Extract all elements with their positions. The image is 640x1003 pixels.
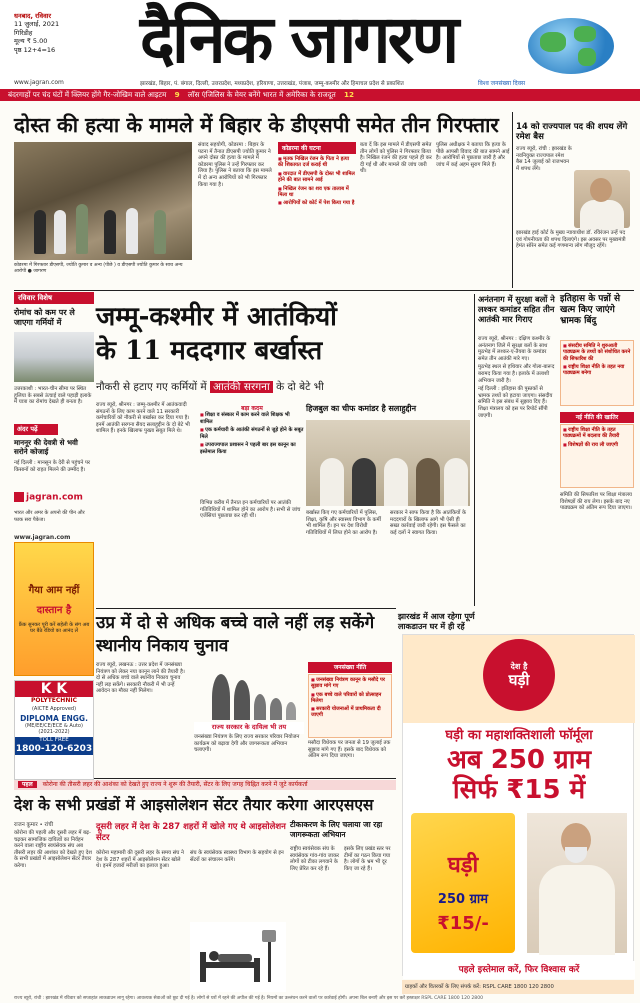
family-graphic bbox=[194, 662, 304, 720]
ghadi-badge bbox=[483, 639, 555, 711]
ghadi-pack-brand: घड़ी bbox=[447, 853, 479, 878]
edition-info bbox=[14, 12, 84, 54]
history-headline[interactable]: इतिहास के पन्नों से खत्म किए जाएंगे भ्रामक बिंदु bbox=[560, 294, 621, 326]
jagran-promo-text: भारत और अमर के अपनो की पीन और फाक सरा पैकेज। bbox=[14, 510, 85, 523]
jk-sub-after: के दो बेटे भी bbox=[276, 381, 324, 393]
ghadi-badge-brand: घड़ी bbox=[508, 671, 530, 689]
rss-headline[interactable]: देश के सभी प्रखंडों में आइसोलेशन सेंटर तैयार करेगा आरएसएस bbox=[14, 795, 374, 814]
footer-note-text: अपना बिल बनाएँ और इस पर करें हस्ताक्षर bbox=[348, 996, 420, 1001]
rss-byline: राजन कुमार • रांची bbox=[14, 822, 54, 828]
ghadi-slogan: पहले इस्तेमाल करें, फिर विश्वास करें bbox=[403, 961, 635, 979]
population-policy-item: ■ एक बच्चे वाले परिवारों को प्रोत्साहन मिलेगा bbox=[311, 692, 389, 705]
new-policy-box bbox=[560, 424, 634, 488]
inside-read-badge: अंदर पढ़ें bbox=[14, 424, 58, 435]
encounter-text-1-copy: राज्य ब्यूरो, श्रीनगर : दक्षिण कश्मीर के अनंतनाग जिले में सुरक्षा बलों के साथ मुठभेड़ में लश्कर-ए-तैयबा के कमांडर समेत तीन आतंकी मारे गए। bbox=[478, 336, 551, 362]
ticker-page-1: 9 bbox=[174, 90, 180, 99]
mountain-photo bbox=[14, 332, 94, 382]
section-divider bbox=[14, 290, 634, 291]
rss-column-5: इसके लिए प्रखंड स्तर पर टीमों का गठन किया गया है। लोगों के भ्रम भी दूर किए जा रहे हैं। bbox=[344, 846, 391, 872]
ad-gaiya-line-1: गैया आम नहीं bbox=[28, 585, 80, 596]
globe-icon bbox=[528, 18, 614, 74]
lead-column-3: बता दें कि इस मामले में डीएसपी समेत तीन लोगों को पुलिस ने गिरफ्तार किया है। निखिल रंजन की हत्या पहले ही कर दी गई थी और मामले की जांच जारी थी। bbox=[360, 142, 432, 175]
jagran-logo-icon bbox=[14, 492, 24, 502]
jharkhand-text-1: राज्य ब्यूरो, रांची : झारखंड में रविवार को सप्ताहांत लाकडाउन लागू रहेगा। आवश्यक सेवाओं को छूट दी गई है। bbox=[14, 996, 196, 1001]
headline-ticker bbox=[0, 89, 640, 101]
hospital-bed-graphic bbox=[190, 922, 286, 992]
rss-subheadline: दूसरी लहर में देश के 287 शहरों में खोले गए थे आइसोलेशन सेंटर bbox=[96, 822, 286, 843]
jk-sub-before: नौकरी से हटाए गए कर्मियों में bbox=[96, 381, 207, 393]
pehal-strip bbox=[14, 780, 396, 790]
inside-story-headline[interactable]: माननूर की देवत्री से भवी सरोने कोजाई bbox=[14, 438, 78, 456]
lead-photo bbox=[14, 142, 192, 260]
rajya-sarkar-title: राज्य सरकार के दायित्व भी तय bbox=[194, 722, 304, 734]
ghadi-line-3: सिर्फ ₹15 में bbox=[452, 775, 586, 805]
kk-diploma: DIPLOMA ENGG. bbox=[20, 714, 88, 723]
jk-sub-highlight: आतंकी सरगना bbox=[210, 381, 273, 393]
new-policy-item: ■ विशेषज्ञों की राय ली जाएगी bbox=[563, 442, 631, 448]
ticker-item-2[interactable]: लॉस एंजिलिस के मेयर बनेंगे भारत में अमेरिका के राजदूत bbox=[187, 90, 336, 99]
rss-column-4: राष्ट्रीय स्वयंसेवक संघ के स्वयंसेवक गांव-गांव जाकर लोगों को टीका लगवाने के लिए प्रेरित कर रहे हैं। bbox=[290, 846, 340, 872]
lead-column-4: पुलिस अधीक्षक ने बताया कि हत्या के पीछे आपसी विवाद की बात सामने आई है। आरोपियों से पूछताछ जारी है और जांच में कई अहम सुराग मिले हैं। bbox=[436, 142, 510, 168]
edition-city: धनबाद, रविवार bbox=[14, 12, 52, 20]
history-info-item: ■ राष्ट्रीय शिक्षा नीति के तहत नया पाठ्यक्रम बनेगा bbox=[563, 364, 631, 377]
jk-headline[interactable] bbox=[96, 300, 472, 368]
population-policy-badge: जनसंख्या नीति bbox=[308, 662, 392, 673]
history-column-2: समिति की सिफारिश पर शिक्षा मंत्रालय विशेषज्ञों की राय लेगा। इसके बाद नए पाठ्यक्रम को अंतिम रूप दिया जाएगा। bbox=[560, 492, 632, 512]
up-headline[interactable]: उप्र में दो से अधिक बच्चे वाले नहीं लड़ सकेंगे स्थानीय निकाय चुनाव bbox=[96, 613, 375, 656]
polytechnic-advertisement[interactable] bbox=[14, 680, 94, 780]
vaccination-subheadline: टीकाकरण के लिए चलाया जा रहा जागरूकता अभियान bbox=[290, 820, 383, 839]
kk-sub: POLYTECHNIC bbox=[30, 697, 77, 704]
ghadi-line-2: अब 250 ग्राम bbox=[446, 745, 592, 775]
jk-headline-line-1: जम्मू-कश्मीर में आतंकियों bbox=[96, 302, 337, 332]
jk-headline-line-2: के 11 मददगार बर्खास्त bbox=[96, 336, 323, 366]
population-policy-item: ■ सरकारी योजनाओं में प्राथमिकता दी जाएगी bbox=[311, 706, 389, 719]
footer-note bbox=[14, 995, 484, 1003]
edition-place: गिरिडीह bbox=[14, 28, 33, 37]
population-policy-item: ■ जनसंख्या नियंत्रण कानून के मसौदे पर सुझाव मांगे गए bbox=[311, 677, 389, 690]
lead-info-item: ■ आरोपियों को कोर्ट में पेश किया गया है bbox=[278, 200, 356, 206]
lead-info-item: ■ निखिल रंजन का शव एक तालाब में मिला था bbox=[278, 186, 356, 199]
jk-subheadline bbox=[96, 380, 472, 394]
population-policy-box bbox=[308, 674, 392, 738]
ghadi-badge-top: देश है bbox=[510, 662, 528, 671]
sunday-special-badge: रविवार विशेष bbox=[14, 292, 94, 304]
kk-branches: (ME/EE/CE/ECE & Auto) bbox=[25, 723, 83, 729]
new-policy-item: ■ राष्ट्रीय शिक्षा नीति के तहत पाठ्यक्रमों में बदलाव की तैयारी bbox=[563, 427, 631, 440]
bada-kadam-item: ■ उपराज्यपाल प्रशासन ने पहली बार इस कानून का इस्तेमाल किया bbox=[200, 442, 304, 455]
up-column-2: जनसंख्या नियंत्रण के लिए राज्य सरकार परिवार नियोजन कार्यक्रम को बढ़ावा देगी और जागरूकता अभियान चलाएगी। bbox=[194, 734, 300, 754]
encounter-text-block bbox=[478, 336, 556, 606]
website-link[interactable]: www.jagran.com bbox=[14, 79, 64, 86]
lead-info-item: ■ वारदात में डीएसपी के दोस्त भी शामिल होने की बात सामने आई bbox=[278, 171, 356, 184]
lead-headline[interactable]: दोस्त की हत्या के मामले में बिहार के डीएसपी समेत तीन गिरफ्तार bbox=[14, 113, 499, 137]
jk-column-2: विभिन्न करीब में तैनात इन कर्मचारियों पर आतंकी गतिविधियों में शामिल होने का आरोप है। सभी से जांच एजेंसियां पूछताछ कर रही थीं। bbox=[200, 500, 301, 520]
kk-session: (2021-2022) bbox=[38, 729, 70, 735]
celebrity-endorser-photo bbox=[527, 813, 627, 953]
inside-story-text: नई दिल्ली : मानसून के देरी से पहुंचने पर किसानों को राहत मिलने की उम्मीद है। bbox=[14, 460, 91, 473]
history-column-1: नई दिल्ली : इतिहास की पुस्तकों से भ्रामक तथ्यों को हटाया जाएगा। संसदीय समिति ने इस संबंध में सुझाव दिए हैं। शिक्षा मंत्रालय को इस पर रिपोर्ट सौंपी जाएगी। bbox=[478, 386, 553, 419]
jharkhand-headline[interactable]: झारखंड में आज रहेगा पूर्ण लाकडाउन घर में ही रहें bbox=[398, 612, 475, 631]
jagran-com-logo[interactable] bbox=[14, 492, 94, 508]
hizbul-headline[interactable]: हिजबुल का चीफ कमांडर है सलाहुद्दीन bbox=[306, 404, 417, 413]
publication-regions: झारखंड, बिहार, पं. बंगाल, दिल्ली, उत्तरप्रदेश, मध्यप्रदेश, हरियाणा, उत्तराखंड, पंजाब, जम्मू-कश्मीर और हिमाचल प्रदेश से प्रकाशित bbox=[140, 81, 404, 87]
new-policy-badge: नई नीति की खातिर bbox=[560, 412, 634, 423]
jagran-logo-text: jagran.com bbox=[26, 492, 83, 503]
governor-photo bbox=[574, 170, 630, 228]
lead-info-box-title: कोडरमा की घटना bbox=[278, 142, 356, 154]
radio-advertisement[interactable] bbox=[14, 542, 94, 676]
section-divider bbox=[96, 608, 396, 609]
ghadi-detergent-advertisement[interactable] bbox=[402, 634, 634, 976]
lead-photo-caption: कोडरमा में गिरफ्तार डीएसपी, ज्योति कुमार व अन्य (पीछे ) व डीएसपी ज्योति कुमार के साथ अन्य आरोपी ● जागरण bbox=[14, 263, 183, 274]
ghadi-pack-weight: 250 ग्राम bbox=[437, 892, 489, 907]
column-divider bbox=[474, 294, 475, 606]
ghadi-line-1: घड़ी का महाशक्तिशाली फॉर्मूला bbox=[445, 728, 593, 743]
bada-kadam-item: ■ शिक्षा व संस्कार में काम करने वाले शिक्षक भी शामिल bbox=[200, 412, 304, 425]
oath-text-2: झारखंड हाई कोर्ट के मुख्य न्यायाधीश डॉ. रविरंजन उन्हें पद एवं गोपनीयता की शपथ दिलाएंगे। इस अवसर पर मुख्यमंत्री हेमंत सोरेन समेत कई गणमान्य लोग मौजूद रहेंगे। bbox=[516, 230, 626, 250]
edition-price: मूल्य ₹ 5.00 bbox=[14, 37, 48, 46]
hizbul-photo bbox=[306, 420, 470, 506]
ticker-item-1[interactable]: बंदरगाहों पर चंद घंटों में क्लियर होंगे गैर-जोखिम वाले आइटम bbox=[8, 90, 167, 99]
up-column-3: मसौदा विधेयक पर जनता से 19 जुलाई तक सुझाव मांगे गए हैं। इसके बाद विधेयक को अंतिम रूप दिया जाएगा। bbox=[308, 740, 391, 760]
ad-gaiya-line-3: फ्रैंक सुनकर पूरी करें सहेली के संग अब घर बैठे रेडियो का आनंद लें bbox=[18, 622, 90, 635]
newspaper-title[interactable]: दैनिक जागरण bbox=[139, 0, 457, 78]
ghadi-pack-price: ₹15/- bbox=[437, 913, 489, 934]
history-info-item: ■ संसदीय समिति ने शुरुआती पाठ्यक्रम के तथ्यों को संशोधित करने की सिफारिश की bbox=[563, 343, 631, 362]
edition-pages: पृष्ठ 12+4=16 bbox=[14, 45, 56, 54]
world-day-label: विश्व जनसंख्या दिवस bbox=[478, 80, 526, 87]
pehal-text: कोरोना की तीसरी लहर की आशंका को देखते हुए राज्य ने शुरू की तैयारी, सेंटर के लिए जगह चिह्नित करने में जुटे कार्यकर्ता bbox=[42, 781, 308, 788]
sidebar-story-text: उत्तरकाशी : भारत-चीन सीमा पर स्थित हुलिया के सबसे ऊंचाई वाले पहाड़ी इलाके में यात्रा का रोमांच देखते ही बनता है। bbox=[14, 386, 92, 406]
ad-gaiya-line-2: दास्तान है bbox=[36, 605, 72, 616]
oath-headline[interactable]: 14 को राज्यपाल पद की शपथ लेंगे रमेश बैस bbox=[516, 122, 628, 142]
up-column-1: राज्य ब्यूरो, लखनऊ : उत्तर प्रदेश में जनसंख्या नियंत्रण को लेकर नया कानून लाने की तैयारी है। दो से अधिक बच्चे वाले स्थानीय निकाय चुनाव नहीं लड़ सकेंगे। सरकारी नौकरी में भी उन्हें आवेदन का मौका नहीं मिलेगा। bbox=[96, 662, 185, 695]
jk-column-4: सरकार ने साफ किया है कि आतंकियों के मददगारों के खिलाफ आगे भी ऐसी ही सख्त कार्रवाई जारी रहेगी। इस फैसले का कई दलों ने स्वागत किया। bbox=[390, 510, 467, 536]
oath-text-1: राज्य ब्यूरो, रांची : झारखंड के नवनियुक्त राज्यपाल रमेश बैस 14 जुलाई को राजभवन में शपथ लेंगे। bbox=[516, 146, 572, 172]
pehal-label: पहल bbox=[18, 781, 37, 788]
column-divider bbox=[512, 112, 513, 288]
history-info-box bbox=[560, 340, 634, 406]
lead-info-item: ■ मृतक निखिल रंजन के पिता ने हत्या की शिकायत दर्ज कराई थी bbox=[278, 156, 356, 169]
bada-kadam-item: ■ एक कर्मचारी के आतंकी संगठनों से जुड़े होने के सबूत मिले bbox=[200, 427, 304, 440]
sidebar-story-headline[interactable]: रोमांच को कम पर ले जाएगा गर्मियों में bbox=[14, 308, 75, 327]
kk-toll-free: TOLL FREE bbox=[15, 737, 93, 743]
encounter-headline[interactable]: अनंतनाग में सुरक्षा बलों ने लश्कर कमांडर सहित तीन आतंकी मार गिराए bbox=[478, 294, 555, 324]
kk-aicte: (AICTE Approved) bbox=[31, 706, 77, 712]
lead-info-box bbox=[278, 142, 356, 234]
ticker-page-2: 12 bbox=[343, 90, 354, 99]
ghadi-pack-image bbox=[411, 813, 515, 953]
jk-column-1: राज्य ब्यूरो, श्रीनगर : जम्मू-कश्मीर में आतंकवादी संगठनों के लिए काम करने वाले 11 सरकारी कर्मचारियों को नौकरी से बर्खास्त कर दिया गया है। इनमें आतंकी सरगना सैयद सलाहुद्दीन के दो बेटे भी शामिल हैं। इनके खिलाफ पुख्ता सबूत मिले थे। bbox=[96, 402, 190, 435]
rss-column-2: कोरोना महामारी की दूसरी लहर के समय संघ ने देश के 287 शहरों में आइसोलेशन सेंटर खोले थे। इनमें हजारों मरीजों का इलाज हुआ। bbox=[96, 850, 184, 870]
jagran-url[interactable]: www.jagran.com bbox=[14, 534, 71, 541]
footer-note-brand: RSPL CARE 1800 120 2800 bbox=[421, 996, 484, 1001]
encounter-text-2: मुठभेड़ स्थल से हथियार और गोला-बारूद बरामद किया गया है। इलाके में तलाशी अभियान जारी है। bbox=[478, 364, 555, 384]
jharkhand-text-2: लोगों से घरों में रहने की अपील की गई है। नियमों का उल्लंघन करने वालों पर कार्रवाई होगी। bbox=[196, 996, 348, 1001]
jk-column-3: बर्खास्त किए गए कर्मचारियों में पुलिस, शिक्षा, कृषि और स्वास्थ्य विभाग के कर्मी भी शामिल हैं। इन पर देश विरोधी गतिविधियों में लिप्त होने का आरोप है। bbox=[306, 510, 381, 536]
ghadi-ad-footer: ग्राहकों और वितरकों के लिए संपर्क करें: RSPL CARE 1800 120 2800 bbox=[402, 980, 634, 994]
kk-brand: K K bbox=[15, 681, 93, 697]
bada-kadam-list bbox=[200, 412, 304, 496]
lead-column-1: संवाद सहयोगी, कोडरमा : बिहार के पटना में तैनात डीएसपी ज्योति कुमार ने अपने दोस्त की हत्या के मामले में कोडरमा पुलिस ने उन्हें गिरफ्तार कर लिया है। पुलिस ने बताया कि इस मामले में दो अन्य आरोपियों को भी गिरफ्तार किया गया है। bbox=[198, 142, 272, 188]
bada-kadam-title: बड़ा कदम bbox=[241, 405, 263, 412]
rss-column-1: कोरोना की पहली और दूसरी लहर में बढ़-चढ़कर सामाजिक दायित्वों का निर्वहन करने वाला राष्ट्रीय स्वयंसेवक संघ अब तीसरी लहर की आशंका को देखते हुए देश के सभी प्रखंडों में आइसोलेशन सेंटर तैयार करेगा। bbox=[14, 830, 92, 869]
kk-phone[interactable]: 1800-120-6203 bbox=[15, 744, 93, 754]
rss-column-3: संघ के स्वयंसेवक स्वास्थ्य विभाग के सहयोग से इन सेंटरों का संचालन करेंगे। bbox=[190, 850, 284, 863]
edition-date: 11 जुलाई, 2021 bbox=[14, 20, 60, 29]
